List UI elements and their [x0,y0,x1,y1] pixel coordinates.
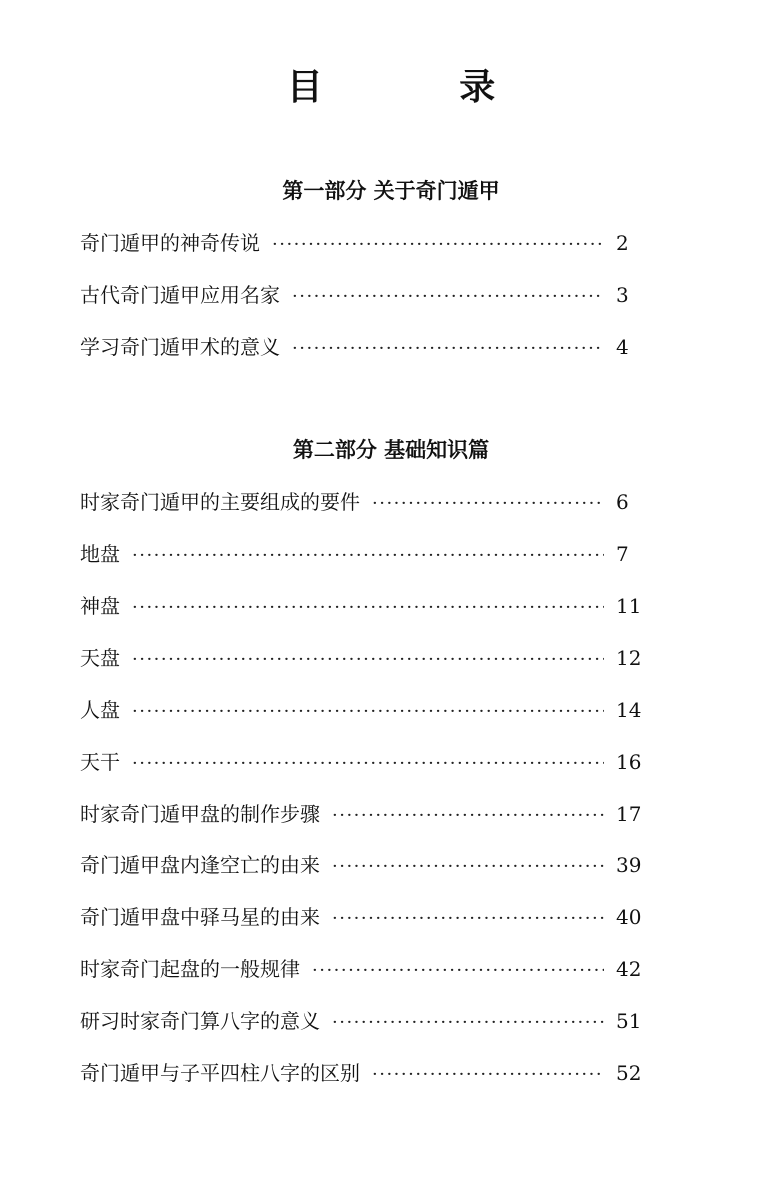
toc-entry-label: 天干 [80,750,120,774]
dot-leader [132,697,604,727]
dot-leader [332,852,604,882]
toc-entry[interactable] [80,1006,650,1036]
toc-entry-page: 7 [616,542,629,566]
toc-entry-page: 12 [616,646,642,670]
toc-entry[interactable] [80,332,650,362]
toc-entry[interactable] [80,487,650,517]
toc-entry[interactable] [80,850,650,880]
toc-entry-label: 奇门遁甲盘中驿马星的由来 [80,905,320,929]
dot-leader [132,593,604,623]
toc-entry-label: 古代奇门遁甲应用名家 [80,283,280,307]
toc-entry-page: 52 [616,1061,642,1085]
dot-leader [372,1060,604,1090]
toc-entry[interactable] [80,695,650,725]
toc-entry[interactable] [80,902,650,932]
toc-entry-page: 51 [616,1009,642,1033]
toc-entry-page: 14 [616,698,642,722]
toc-entry-page: 40 [616,905,642,929]
toc-entry[interactable] [80,280,650,310]
toc-entry-label: 天盘 [80,646,120,670]
dot-leader [372,489,604,519]
toc-entry-label: 时家奇门起盘的一般规律 [80,957,300,981]
toc-entry-label: 人盘 [80,698,120,722]
toc-entry[interactable] [80,747,650,777]
toc-entry[interactable] [80,799,650,829]
toc-entry-label: 奇门遁甲的神奇传说 [80,231,260,255]
toc-entry-label: 时家奇门遁甲的主要组成的要件 [80,490,360,514]
toc-entry-label: 地盘 [80,542,120,566]
toc-entry-label: 学习奇门遁甲术的意义 [80,335,280,359]
page-title: 目 录 [286,67,558,108]
section-heading-part-1: 第一部分 关于奇门遁甲 [282,179,500,203]
toc-entry[interactable] [80,1058,650,1088]
toc-entry-label: 神盘 [80,594,120,618]
toc-entry-page: 11 [616,594,642,618]
toc-entry[interactable] [80,228,650,258]
dot-leader [132,541,604,571]
dot-leader [332,1008,604,1038]
toc-entry[interactable] [80,643,650,673]
toc-entry-page: 6 [616,490,629,514]
toc-entry-page: 2 [616,231,629,255]
dot-leader [272,230,604,260]
toc-entry[interactable] [80,954,650,984]
dot-leader [332,801,604,831]
toc-entry-label: 研习时家奇门算八字的意义 [80,1009,320,1033]
toc-entry-label: 奇门遁甲盘内逢空亡的由来 [80,853,320,877]
dot-leader [292,334,604,364]
toc-entry-page: 3 [616,283,629,307]
toc-entry-page: 39 [616,853,642,877]
toc-entry-label: 时家奇门遁甲盘的制作步骤 [80,802,320,826]
dot-leader [292,282,604,312]
dot-leader [312,956,604,986]
toc-entry-label: 奇门遁甲与子平四柱八字的区别 [80,1061,360,1085]
toc-entry[interactable] [80,539,650,569]
dot-leader [332,904,604,934]
dot-leader [132,749,604,779]
toc-entry[interactable] [80,591,650,621]
toc-entry-page: 42 [616,957,642,981]
dot-leader [132,645,604,675]
toc-entry-page: 17 [616,802,642,826]
section-heading-part-2: 第二部分 基础知识篇 [292,438,490,462]
toc-entry-page: 4 [616,335,629,359]
toc-entry-page: 16 [616,750,642,774]
